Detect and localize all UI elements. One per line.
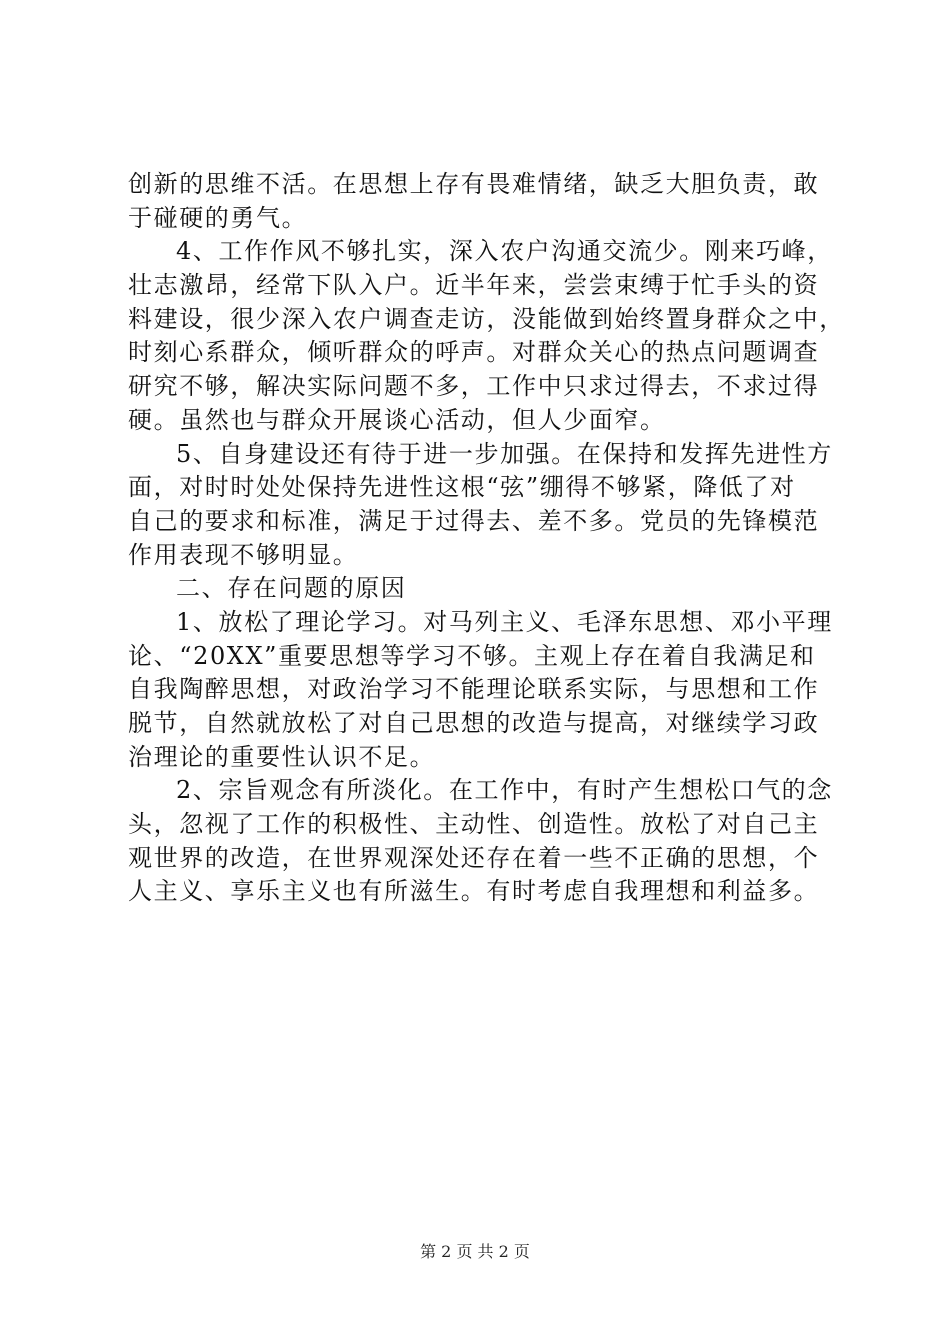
text-line: 4、工作作风不够扎实，深入农户沟通交流少。刚来巧峰， bbox=[176, 237, 833, 266]
text-line: 观世界的改造，在世界观深处还存在着一些不正确的思想，个 bbox=[128, 843, 820, 872]
text-line: 硬。虽然也与群众开展谈心活动，但人少面窄。 bbox=[128, 405, 666, 434]
text-line: 1、放松了理论学习。对马列主义、毛泽东思想、邓小平理 bbox=[176, 607, 833, 636]
text-line: 料建设，很少深入农户调查走访，没能做到始终置身群众之中， bbox=[128, 304, 845, 333]
text-line: 2、宗旨观念有所淡化。在工作中，有时产生想松口气的念 bbox=[176, 776, 833, 805]
text-line: 论、“20XX”重要思想等学习不够。主观上存在着自我满足和 bbox=[128, 641, 816, 670]
text-line: 时刻心系群众，倾听群众的呼声。对群众关心的热点问题调查 bbox=[128, 338, 820, 367]
text-line: 壮志激昂，经常下队入户。近半年来，尝尝束缚于忙手头的资 bbox=[128, 271, 820, 300]
text-line: 脱节，自然就放松了对自己思想的改造与提高，对继续学习政 bbox=[128, 709, 820, 737]
text-line: 自己的要求和标准，满足于过得去、差不多。党员的先锋模范 bbox=[128, 506, 820, 535]
text-line: 二、存在问题的原因 bbox=[176, 574, 407, 603]
text-line: 头，忽视了工作的积极性、主动性、创造性。放松了对自己主 bbox=[128, 810, 820, 839]
text-line: 面，对时时处处保持先进性这根“弦”绷得不够紧，降低了对 bbox=[128, 473, 796, 502]
text-line: 研究不够，解决实际问题不多，工作中只求过得去，不求过得 bbox=[128, 372, 820, 401]
text-line: 创新的思维不活。在思想上存有畏难情绪，缺乏大胆负责，敢 bbox=[128, 170, 820, 198]
text-line: 人主义、享乐主义也有所滋生。有时考虑自我理想和利益多。 bbox=[128, 877, 820, 906]
document-body bbox=[128, 168, 845, 909]
page-footer: 第 2 页 共 2 页 bbox=[420, 1242, 530, 1261]
text-line: 于碰硬的勇气。 bbox=[128, 203, 308, 232]
text-line: 作用表现不够明显。 bbox=[128, 540, 359, 569]
text-line: 治理论的重要性认识不足。 bbox=[128, 742, 436, 771]
text-line: 5、自身建设还有待于进一步加强。在保持和发挥先进性方 bbox=[176, 439, 833, 468]
text-line: 自我陶醉思想，对政治学习不能理论联系实际，与思想和工作 bbox=[128, 675, 820, 704]
